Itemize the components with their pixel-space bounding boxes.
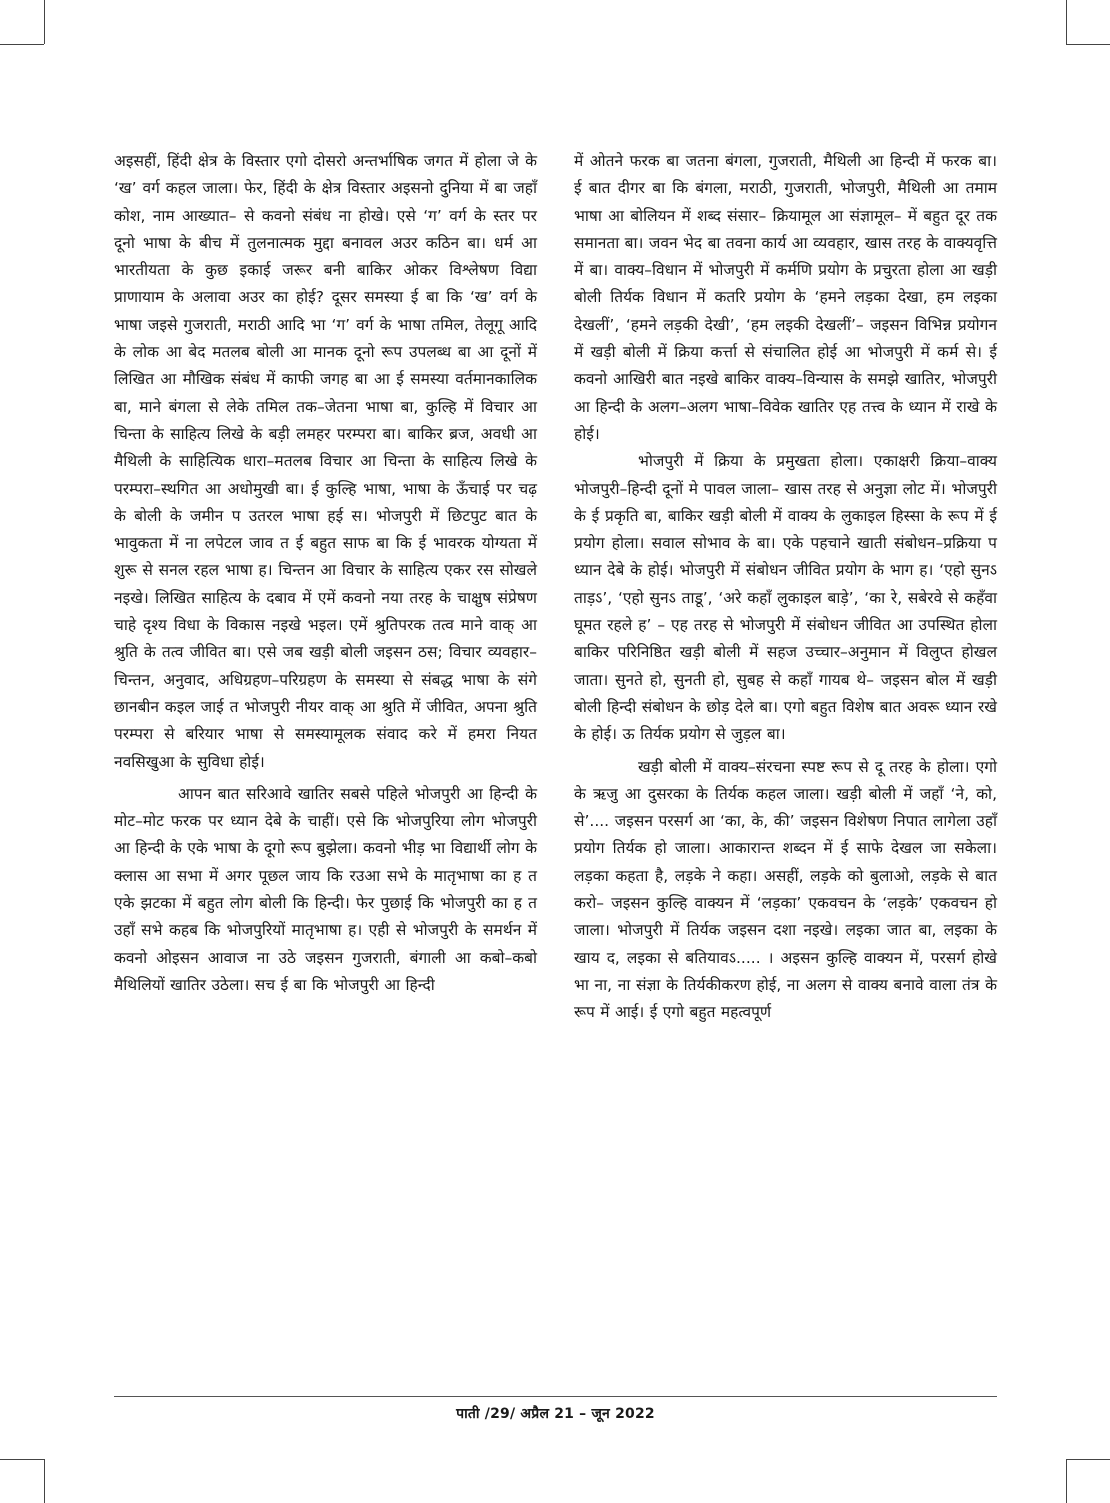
- left-paragraph-1: अइसहीं, हिंदी क्षेत्र के विस्तार एगो दोसरो अन्तर्भाषिक जगत में होला जे के ‘ख’ वर्ग कहल जाला। फेर, हिंदी के क्षेत्र विस्तार अइसनो दुनिया में बा जहाँ कोश, नाम आख्यात– से कवनो संबंध ना होखे। एसे ‘ग’ वर्ग के स्तर पर दूनो भाषा के बीच में तुलनात्मक मुद्दा बनावल अउर कठिन बा। धर्म आ भारतीयता के कुछ इकाई जरूर बनी बाकिर ओकर विश्लेषण विद्या प्राणायाम के अलावा अउर का होई? दूसर समस्या ई बा कि ‘ख’ वर्ग के भाषा जइसे गुजराती, मराठी आदि भा ‘ग’ वर्ग के भाषा तमिल, तेलूगू आदि के लोक आ बेद मतलब बोली आ मानक दूनो रूप उपलब्ध बा आ दूनों में लिखित आ मौखिक संबंध में काफी जगह बा आ ई समस्या वर्तमानकालिक बा, माने बंगला से लेके तमिल तक–जेतना भाषा बा, कुल्हि में विचार आ चिन्ता के साहित्य लिखे के बड़ी लमहर परम्परा बा। बाकिर ब्रज, अवधी आ मैथिली के साहित्यिक धारा–मतलब विचार आ चिन्ता के साहित्य लिखे के परम्परा–स्थगित आ अधोमुखी बा। ई कुल्हि भाषा, भाषा के ऊँचाई पर चढ़ के बोली के जमीन प उतरल भाषा हई स। भोजपुरी में छिटपुट बात के भावुकता में ना लपेटल जाव त ई बहुत साफ बा कि ई भावरक योग्यता में शुरू से सनल रहल भाषा ह। चिन्तन आ विचार के साहित्य एकर रस सोखले नइखे। लिखित साहित्य के दबाव में एमें कवनो नया तरह के चाक्षुष संप्रेषण चाहे दृश्य विधा के विकास नइखे भइल। एमें श्रुतिपरक तत्व माने वाक् आ श्रुति के तत्व जीवित बा। एसे जब खड़ी बोली जइसन ठस; विचार व्यवहार–चिन्तन, अनुवाद, अधिग्रहण–परिग्रहण के समस्या से संबद्ध भाषा के संगे छानबीन कइल जाई त भोजपुरी नीयर वाक् आ श्रुति में जीवित, अपना श्रुति परम्परा से बरियार भाषा से समस्यामूलक संवाद करे में हमरा नियत नवसिखुआ के सुविधा होई।: [114, 152, 537, 771]
- crop-mark-bottom-right-vertical: [1066, 1459, 1067, 1503]
- crop-mark-bottom-right-horizontal: [1066, 1459, 1110, 1460]
- left-text-column: [114, 148, 537, 999]
- page-footer: पाती /29/ अप्रैल 21 – जून 2022: [456, 1406, 655, 1422]
- crop-mark-bottom-left-horizontal: [0, 1459, 44, 1460]
- crop-mark-bottom-left-vertical: [44, 1459, 45, 1503]
- right-paragraph-3: खड़ी बोली में वाक्य–संरचना स्पष्ट रूप से दू तरह के होला। एगो के ऋजु आ दुसरका के तिर्यक कहल जाला। खड़ी बोली में जहाँ ‘ने, को, से’.... जइसन परसर्ग आ ‘का, के, की’ जइसन विशेषण निपात लागेला उहाँ प्रयोग तिर्यक हो जाला। आकारान्त शब्दन में ई साफे देखल जा सकेला। लड़का कहता है, लड़के ने कहा। असहीं, लड़के को बुलाओ, लड़के से बात करो– जइसन कुल्हि वाक्यन में ‘लड़का’ एकवचन के ‘लड़के’ एकवचन हो जाला। भोजपुरी में तिर्यक जइसन दशा नइखे। लइका जात बा, लइका के खाय द, लइका से बतियावऽ..... । अइसन कुल्हि वाक्यन में, परसर्ग होखे भा ना, ना संज्ञा के तिर्यकीकरण होई, ना अलग से वाक्य बनावे वाला तंत्र के रूप में आई। ई एगो बहुत महत्वपूर्ण: [574, 757, 997, 1022]
- crop-mark-top-right-vertical: [1066, 0, 1067, 44]
- right-paragraph-2: भोजपुरी में क्रिया के प्रमुखता होला। एकाक्षरी क्रिया–वाक्य भोजपुरी–हिन्दी दूनों मे पावल जाला– खास तरह से अनुज्ञा लोट में। भोजपुरी के ई प्रकृति बा, बाकिर खड़ी बोली में वाक्य के लुकाइल हिस्सा के रूप में ई प्रयोग होला। सवाल सोभाव के बा। एके पहचाने खाती संबोधन–प्रक्रिया प ध्यान देबे के होई। भोजपुरी में संबोधन जीवित प्रयोग के भाग ह। ‘एहो सुनऽ ताड़ऽ’, ‘एहो सुनऽ ताडू’, ‘अरे कहाँ लुकाइल बाड़े’, ‘का रे, सबेरवे से कहँवा घूमत रहले ह’ – एह तरह से भोजपुरी में संबोधन जीवित आ उपस्थित होला बाकिर परिनिष्ठित खड़ी बोली में सहज उच्चार–अनुमान में विलुप्त होखल जाता। सुनते हो, सुनती हो, सुबह से कहाँ गायब थे– जइसन बोल में खड़ी बोली हिन्दी संबोधन के छोड़ देले बा। एगो बहुत विशेष बात अवरू ध्यान रखे के होई। ऊ तिर्यक प्रयोग से जुड़ल बा।: [574, 452, 997, 744]
- footer-divider: [114, 1396, 997, 1397]
- crop-mark-top-left-vertical: [44, 0, 45, 44]
- right-text-column: [574, 148, 997, 1027]
- right-paragraph-1: में ओतने फरक बा जतना बंगला, गुजराती, मैथिली आ हिन्दी में फरक बा। ई बात दीगर बा कि बंगला, मराठी, गुजराती, भोजपुरी, मैथिली आ तमाम भाषा आ बोलियन में शब्द संसार– क्रियामूल आ संज्ञामूल– में बहुत दूर तक समानता बा। जवन भेद बा तवना कार्य आ व्यवहार, खास तरह के वाक्यवृत्ति में बा। वाक्य–विधान में भोजपुरी में कर्मणि प्रयोग के प्रचुरता होला आ खड़ी बोली तिर्यक विधान में कतरि प्रयोग के ‘हमने लड़का देखा, हम लइका देखलीं’, ‘हमने लड़की देखी’, ‘हम लइकी देखलीं’– जइसन विभिन्न प्रयोगन में खड़ी बोली में क्रिया कर्त्ता से संचालित होई आ भोजपुरी में कर्म से। ई कवनो आखिरी बात नइखे बाकिर वाक्य–विन्यास के समझे खातिर, भोजपुरी आ हिन्दी के अलग–अलग भाषा–विवेक खातिर एह तत्त्व के ध्यान में राखे के होई।: [574, 152, 997, 443]
- crop-mark-top-left-horizontal: [0, 44, 44, 45]
- crop-mark-top-right-horizontal: [1066, 44, 1110, 45]
- left-paragraph-2: आपन बात सरिआवे खातिर सबसे पहिले भोजपुरी आ हिन्दी के मोट–मोट फरक पर ध्यान देबे के चाहीं। एसे कि भोजपुरिया लोग भोजपुरी आ हिन्दी के एके भाषा के दूगो रूप बुझेला। कवनो भीड़ भा विद्यार्थी लोग के क्लास आ सभा में अगर पूछल जाय कि रउआ सभे के मातृभाषा का ह त एके झटका में बहुत लोग बोली कि हिन्दी। फेर पुछाई कि भोजपुरी का ह त उहाँ सभे कहब कि भोजपुरियों मातृभाषा ह। एही से भोजपुरी के समर्थन में कवनो ओइसन आवाज ना उठे जइसन गुजराती, बंगाली आ कबो–कबो मैथिलियों खातिर उठेला। सच ई बा कि भोजपुरी आ हिन्दी: [114, 784, 537, 994]
